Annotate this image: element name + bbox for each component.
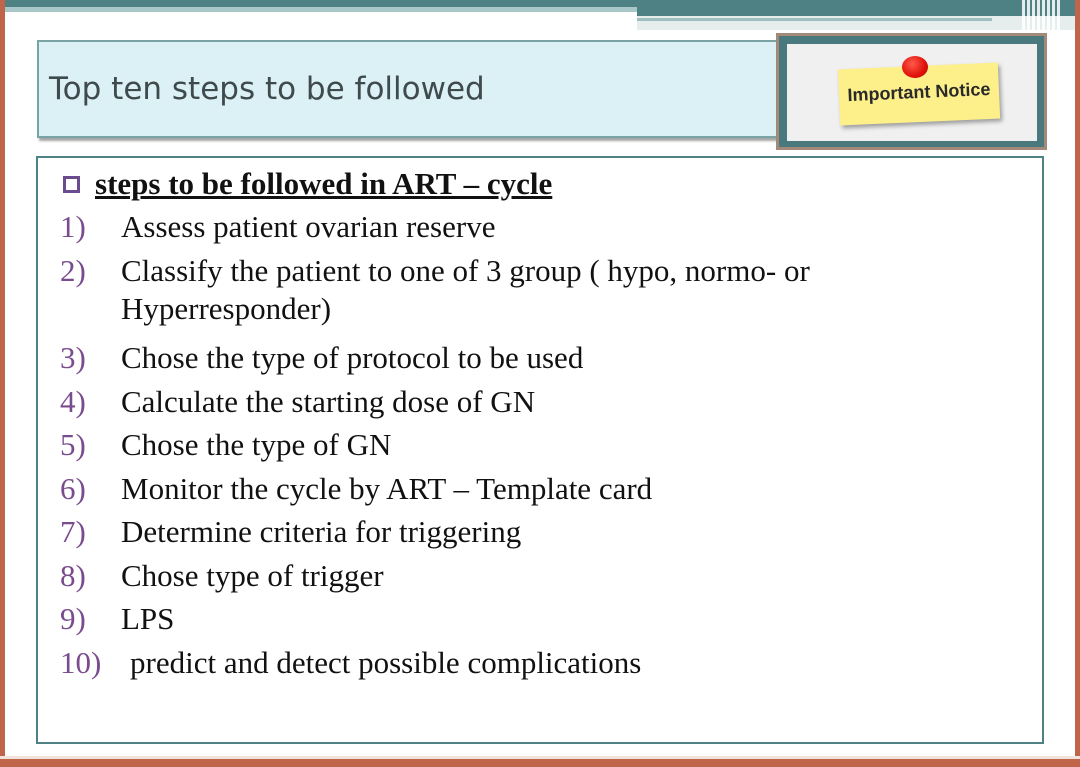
pushpin-icon	[902, 56, 928, 78]
section-heading-row	[63, 166, 552, 202]
step-number: 5)	[60, 427, 86, 462]
section-heading: steps to be followed in ART – cycle	[95, 166, 553, 201]
title-bar	[37, 40, 797, 138]
important-notice-label: Important Notice	[847, 78, 991, 106]
content-panel	[36, 156, 1044, 744]
step-number: 2)	[60, 252, 86, 288]
top-right-decor-line	[637, 18, 992, 21]
step-text: Chose the type of GN	[121, 427, 392, 462]
frame-right-border	[1075, 0, 1080, 767]
step-number: 7)	[60, 514, 86, 549]
step-number: 8)	[60, 557, 86, 593]
step-text: Assess patient ovarian reserve	[121, 209, 496, 244]
step-text: Chose the type of protocol to be used	[121, 340, 584, 375]
step-number: 6)	[60, 470, 86, 506]
step-text: Monitor the cycle by ART – Template card	[121, 470, 653, 506]
top-right-stripes	[1022, 0, 1060, 30]
step-number: 4)	[60, 383, 86, 419]
top-decor-light-bar	[5, 7, 637, 12]
important-notice-frame	[776, 33, 1047, 150]
checkbox-bullet-icon	[63, 176, 80, 193]
important-notice-panel	[787, 44, 1037, 141]
frame-bottom-border	[0, 759, 1080, 767]
step-number: 1)	[60, 209, 86, 244]
slide-title: Top ten steps to be followed	[49, 71, 485, 107]
step-number: 10)	[60, 644, 102, 680]
step-number: 3)	[60, 340, 86, 375]
step-text: Chose type of trigger	[121, 557, 384, 593]
step-text: Calculate the starting dose of GN	[121, 383, 536, 419]
top-right-decor-block	[637, 0, 1075, 16]
step-text: predict and detect possible complications	[130, 644, 642, 680]
step-number: 9)	[60, 601, 86, 636]
step-text: LPS	[121, 601, 175, 636]
step-text: Determine criteria for triggering	[121, 514, 522, 549]
step-text: Classify the patient to one of 3 group ( hypo, normo- or Hyperresponder)	[121, 252, 810, 326]
frame-left-border	[0, 0, 5, 767]
